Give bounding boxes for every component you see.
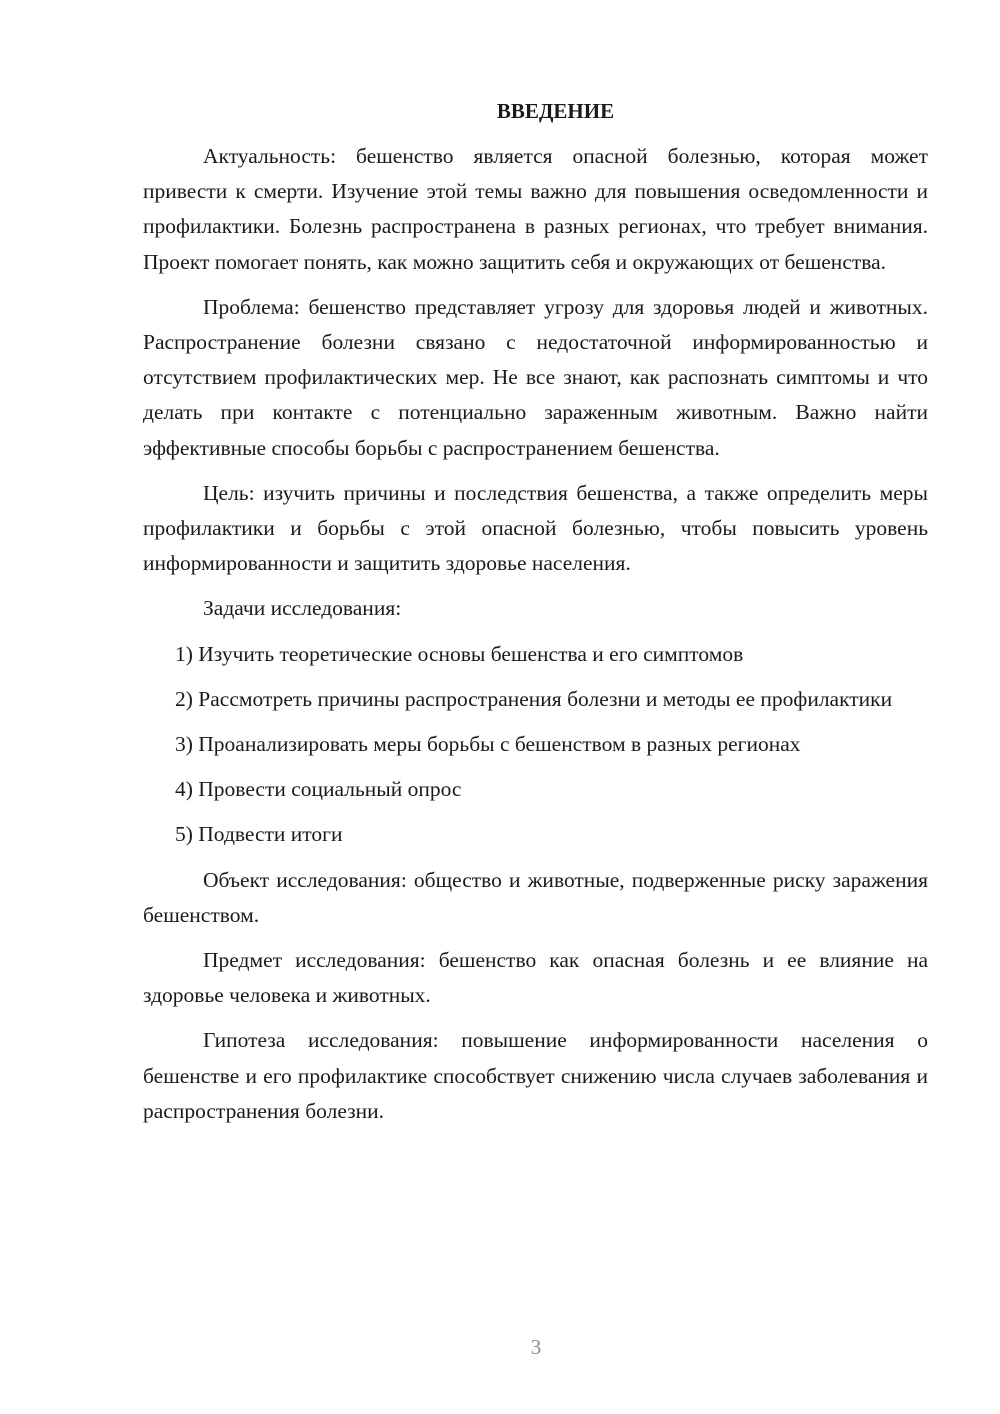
object-paragraph: Объект исследования: общество и животные, подверженные риску заражения бешенством.: [143, 867, 928, 927]
goal-paragraph: Цель: изучить причины и последствия бешенства, а также определить меры профилактики и борьбы с этой опасной болезнью, чтобы повысить уровень информированности и защитить здоровье населения.: [143, 480, 928, 576]
tasks-heading: Задачи исследования:: [203, 596, 402, 621]
task-item-5: 5) Подвести итоги: [175, 822, 343, 847]
task-item-1: 1) Изучить теоретические основы бешенства и его симптомов: [175, 641, 744, 666]
task-item-3: 3) Проанализировать меры борьбы с бешенством в разных регионах: [175, 732, 801, 757]
subject-paragraph: Предмет исследования: бешенство как опасная болезнь и ее влияние на здоровье человека и животных.: [143, 948, 928, 1008]
text-column: [143, 94, 928, 1139]
page-number: 3: [530, 1335, 542, 1359]
task-item-4: 4) Провести социальный опрос: [175, 777, 462, 802]
problem-paragraph: Проблема: бешенство представляет угрозу для здоровья людей и животных. Распространение болезни связано с недостаточной информированностью и отсутствием профилактических мер. Не все знают, как распознать симптомы и что делать при контакте с потенциально зараженным животным. Важно найти эффективные способы борьбы с распространением бешенства.: [143, 294, 928, 460]
page-title: ВВЕДЕНИЕ: [496, 99, 615, 123]
task-item-2: 2) Рассмотреть причины распространения болезни и методы ее профилактики: [175, 686, 893, 711]
relevance-paragraph: Актуальность: бешенство является опасной болезнью, которая может привести к смерти. Изучение этой темы важно для повышения осведомленности и профилактики. Болезнь распространена в разных регионах, что требует внимания. Проект помогает понять, как можно защитить себя и окружающих от бешенства.: [143, 144, 928, 274]
hypothesis-paragraph: Гипотеза исследования: повышение информированности населения о бешенстве и его профилактике способствует снижению числа случаев заболевания и распространения болезни.: [143, 1028, 928, 1123]
